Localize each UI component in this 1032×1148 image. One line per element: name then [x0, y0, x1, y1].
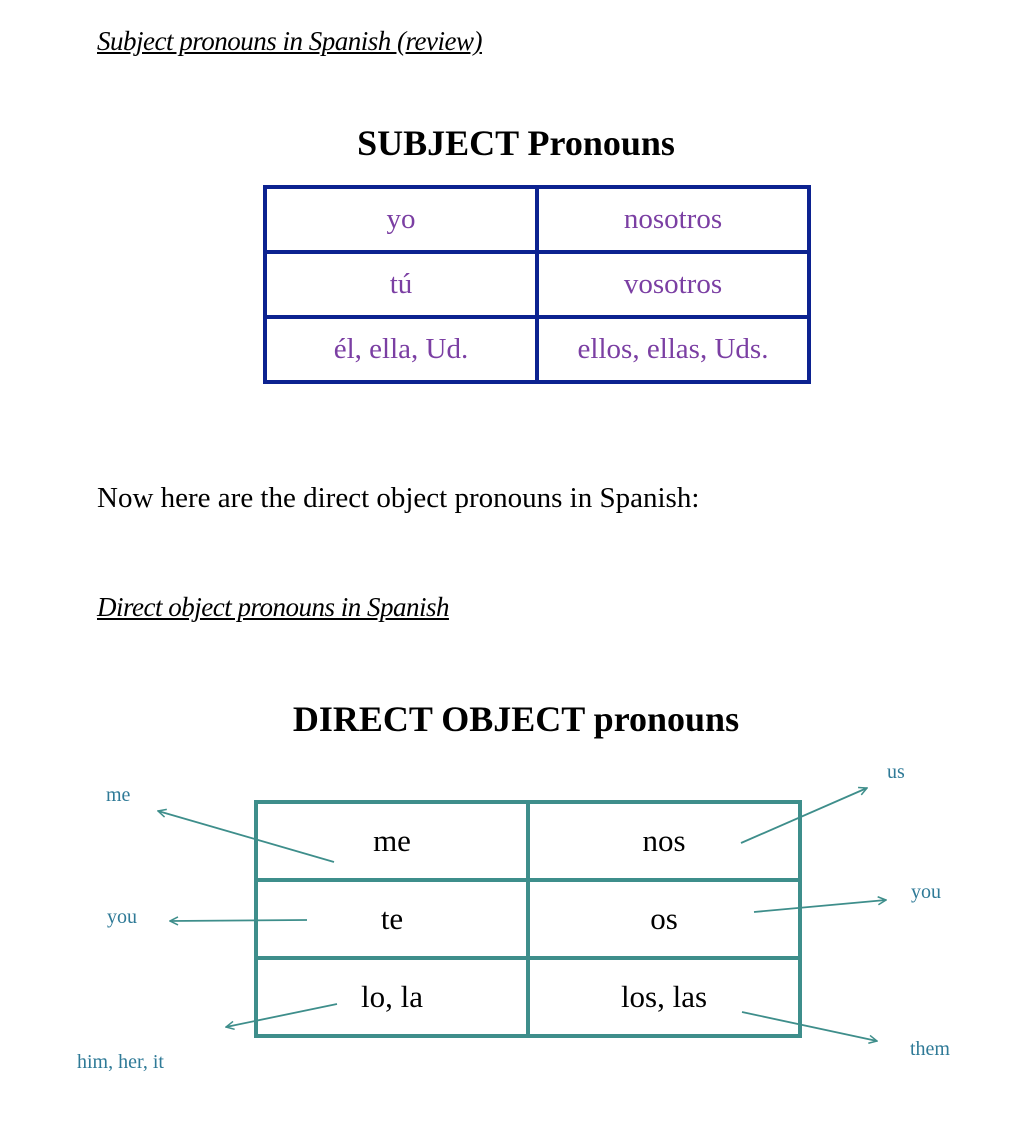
table-cell: te: [256, 880, 528, 958]
table-cell: os: [528, 880, 800, 958]
table-cell: me: [256, 802, 528, 880]
direct-object-table-title: DIRECT OBJECT pronouns: [292, 699, 740, 739]
arrow-icon: [754, 900, 886, 912]
translation-nos: us: [887, 761, 905, 783]
subject-table-title: SUBJECT Pronouns: [357, 123, 675, 163]
table-cell: nos: [528, 802, 800, 880]
translation-los-las: them: [910, 1038, 950, 1060]
table-cell: lo, la: [256, 958, 528, 1036]
table-cell: los, las: [528, 958, 800, 1036]
translation-os: you: [911, 881, 941, 903]
table-cell: él, ella, Ud.: [265, 317, 537, 382]
table-cell: tú: [265, 252, 537, 317]
arrow-icon: [226, 1004, 337, 1027]
table-cell: nosotros: [537, 187, 809, 252]
table-cell: vosotros: [537, 252, 809, 317]
translation-te: you: [107, 906, 137, 928]
translation-me: me: [106, 784, 131, 806]
arrow-icon: [170, 920, 307, 921]
direct-object-section-heading: Direct object pronouns in Spanish: [97, 592, 449, 622]
table-cell: ellos, ellas, Uds.: [537, 317, 809, 382]
translation-lo-la: him, her, it: [77, 1051, 164, 1073]
table-cell: yo: [265, 187, 537, 252]
arrow-icon: [741, 788, 867, 843]
subject-section-heading: Subject pronouns in Spanish (review): [97, 26, 482, 56]
arrow-icon: [742, 1012, 877, 1041]
arrow-icon: [158, 811, 334, 862]
intro-paragraph: Now here are the direct object pronouns in Spanish:: [97, 482, 700, 514]
